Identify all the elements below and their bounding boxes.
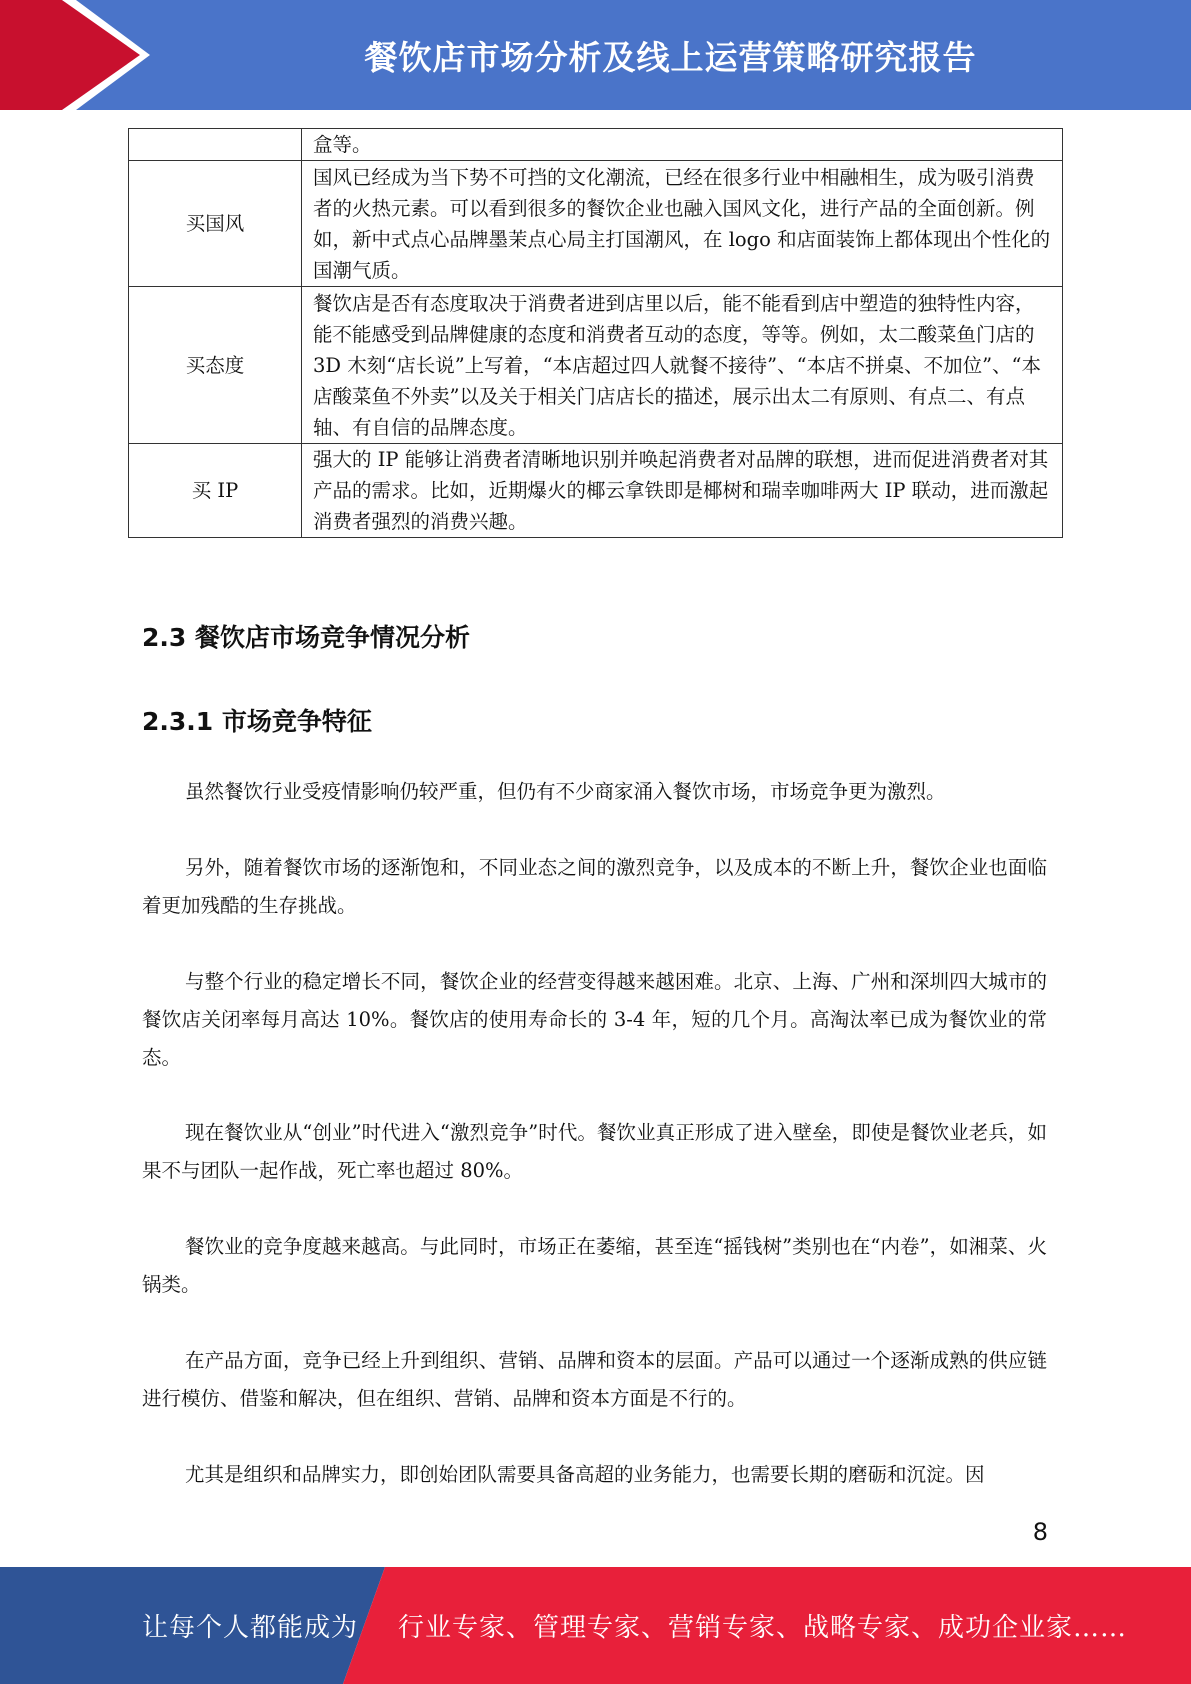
feature-table (128, 128, 1063, 538)
page-footer (0, 1567, 1191, 1684)
table-key-cell: 买 IP (129, 444, 302, 538)
footer-slogan-left: 让每个人都能成为 (142, 1613, 359, 1643)
table-row (129, 161, 1063, 287)
body-paragraph: 另外，随着餐饮市场的逐渐饱和，不同业态之间的激烈竞争，以及成本的不断上升，餐饮企业也面临着更加残酷的生存挑战。 (142, 856, 1047, 917)
body-paragraph: 在产品方面，竞争已经上升到组织、营销、品牌和资本的层面。产品可以通过一个逐渐成熟的供应链进行模仿、借鉴和解决，但在组织、营销、品牌和资本方面是不行的。 (142, 1349, 1047, 1410)
body-paragraph: 尤其是组织和品牌实力，即创始团队需要具备高超的业务能力，也需要长期的磨砺和沉淀。因 (185, 1463, 985, 1486)
page-header (0, 0, 1191, 110)
table-key-cell (129, 129, 302, 161)
section-heading: 2.3 餐饮店市场竞争情况分析 (142, 623, 470, 652)
header-title: 餐饮店市场分析及线上运营策略研究报告 (364, 37, 977, 77)
page-number: 8 (1032, 1518, 1048, 1546)
body-paragraph: 与整个行业的稳定增长不同，餐饮企业的经营变得越来越困难。北京、上海、广州和深圳四大城市的餐饮店关闭率每月高达 10%。餐饮店的使用寿命长的 3-4 年，短的几个月。高淘汰率已成为餐饮业的常态。 (142, 970, 1047, 1069)
body-paragraph: 现在餐饮业从“创业”时代进入“激烈竞争”时代。餐饮业真正形成了进入壁垒，即使是餐饮业老兵，如果不与团队一起作战，死亡率也超过 80%。 (142, 1121, 1047, 1182)
table-value-cell: 国风已经成为当下势不可挡的文化潮流，已经在很多行业中相融相生，成为吸引消费者的火热元素。可以看到很多的餐饮企业也融入国风文化，进行产品的全面创新。例如，新中式点心品牌墨茉点心局主打国潮风，在 logo 和店面装饰上都体现出个性化的国潮气质。 (302, 161, 1063, 287)
body-paragraph: 餐饮业的竞争度越来越高。与此同时，市场正在萎缩，甚至连“摇钱树”类别也在“内卷”，如湘菜、火锅类。 (142, 1235, 1047, 1296)
subsection-heading: 2.3.1 市场竞争特征 (142, 707, 372, 736)
header-chevron-icon (0, 0, 150, 110)
table-row (129, 287, 1063, 444)
table-row (129, 129, 1063, 161)
table-value-cell: 强大的 IP 能够让消费者清晰地识别并唤起消费者对品牌的联想，进而促进消费者对其产品的需求。比如，近期爆火的椰云拿铁即是椰树和瑞幸咖啡两大 IP 联动，进而激起消费者强烈的消费兴趣。 (302, 444, 1063, 538)
body-paragraph: 虽然餐饮行业受疫情影响仍较严重，但仍有不少商家涌入餐饮市场，市场竞争更为激烈。 (185, 780, 946, 803)
table-key-cell: 买态度 (129, 287, 302, 444)
table-key-cell: 买国风 (129, 161, 302, 287)
table-value-cell: 餐饮店是否有态度取决于消费者进到店里以后，能不能看到店中塑造的独特性内容，能不能感受到品牌健康的态度和消费者互动的态度，等等。例如，太二酸菜鱼门店的 3D 木刻“店长说”上写着，“本店超过四人就餐不接待”、“本店不拼桌、不加位”、“本店酸菜鱼不外卖”以及关于相关门店店长的描述，展示出太二有原则、有点二、有点轴、有自信的品牌态度。 (302, 287, 1063, 444)
table-row (129, 444, 1063, 538)
footer-slogan-right: 行业专家、管理专家、营销专家、战略专家、成功企业家…… (398, 1613, 1128, 1643)
table-value-cell: 盒等。 (302, 129, 1063, 161)
